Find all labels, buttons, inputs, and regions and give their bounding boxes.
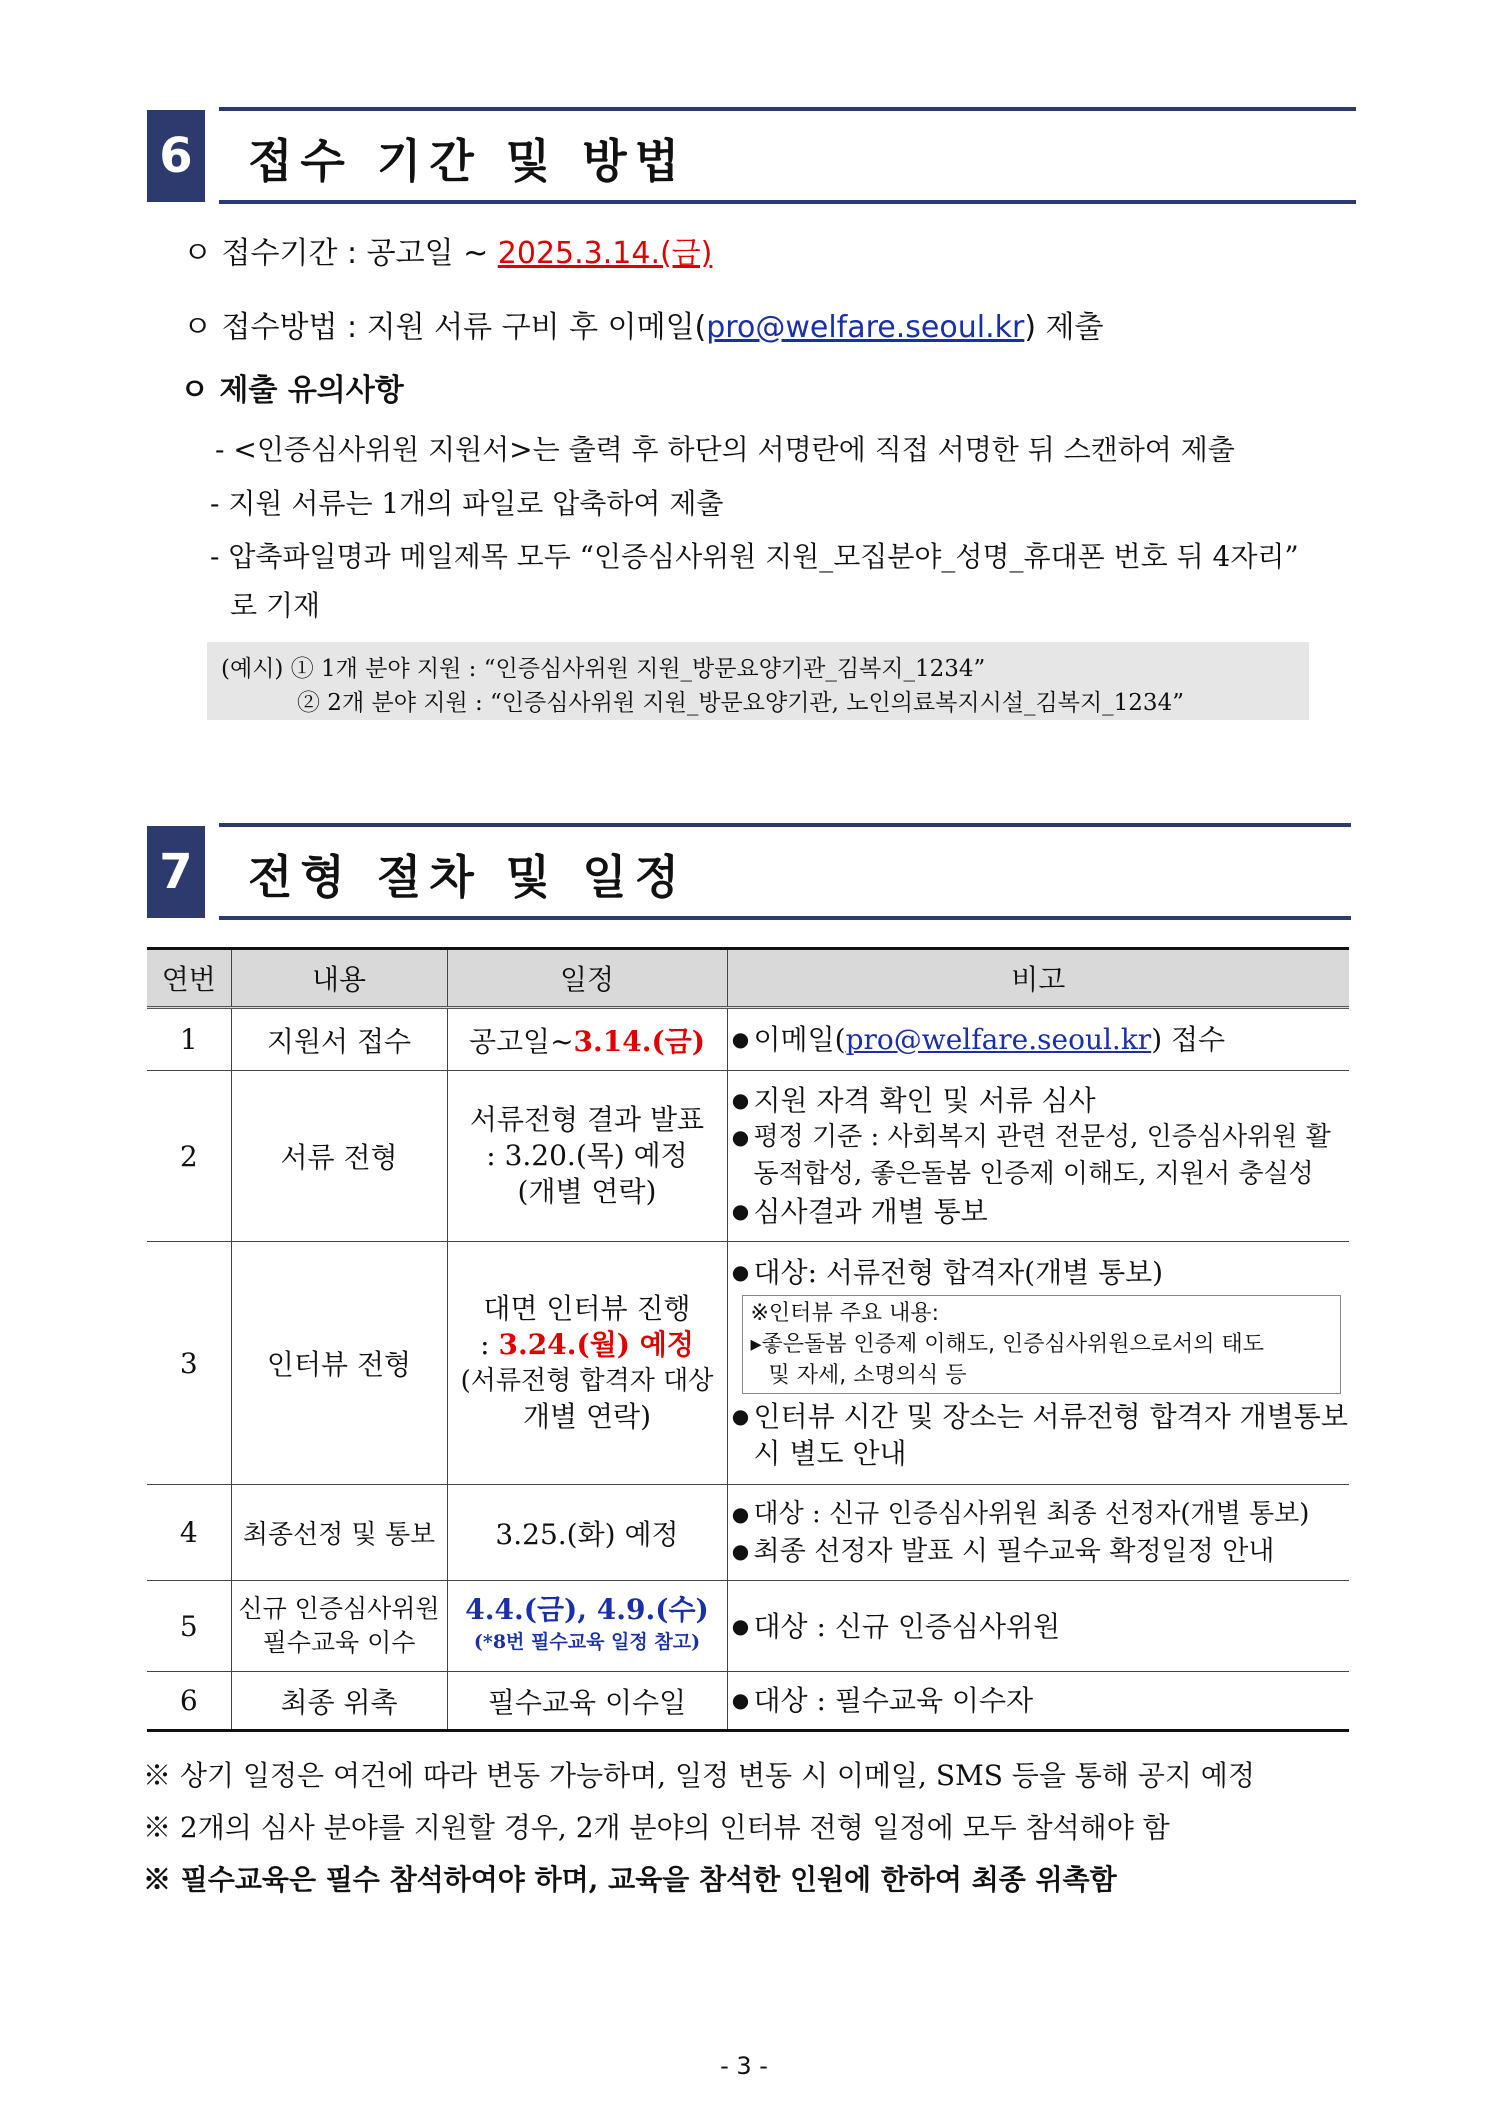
schedule-line: : 3.20.(목) 예정 [486,1139,688,1172]
note-item: 심사결과 개별 통보 [753,1195,988,1228]
table-header-row [147,949,1349,1008]
table-row [147,1672,1349,1731]
method-label: ㅇ 접수방법 : 지원 서류 구비 후 이메일( [183,310,707,345]
row-schedule [447,1242,727,1485]
box-line: 및 자세, 소명의식 등 [768,1363,967,1388]
row-note [727,1242,1349,1485]
footnote-1: ※ 상기 일정은 여건에 따라 변동 가능하며, 일정 변동 시 이메일, SMS 등을 통해 공지 예정 [143,1759,1255,1792]
notice-title: ㅇ 제출 유의사항 [180,373,404,408]
row-no: 6 [147,1672,231,1731]
row-content: 지원서 접수 [231,1008,447,1071]
notice-item-3-cont: 로 기재 [230,589,321,622]
row-schedule [447,1008,727,1071]
example-box [207,642,1309,720]
schedule-date: 4.4.(금), 4.9.(수) [465,1593,709,1626]
period-line [183,228,712,272]
row-no: 4 [147,1485,231,1581]
footnote-2: ※ 2개의 심사 분야를 지원할 경우, 2개 분야의 인터뷰 전형 일정에 모두 참석해야 함 [143,1811,1170,1844]
row-schedule [447,1071,727,1242]
schedule-line [448,1327,727,1363]
bullet-icon: ● [731,1538,750,1563]
row-no: 5 [147,1581,231,1672]
schedule-prefix: : [480,1328,499,1361]
table-row [147,1581,1349,1672]
bullet-icon: ● [731,1404,750,1428]
section-7-number: 7 [147,826,205,918]
table-row [147,1242,1349,1485]
notice-item-3: - 압축파일명과 메일제목 모두 “인증심사위원 지원_모집분야_성명_휴대폰 번호 뒤 4자리” [210,540,1299,573]
note-item: 인터뷰 시간 및 장소는 서류전형 합격자 개별통보 시 별도 안내 [753,1400,1348,1470]
content-line: 필수교육 이수 [262,1628,416,1657]
bullet-icon: ● [731,1125,750,1149]
example-line-2: ② 2개 분야 지원 : “인증심사위원 지원_방문요양기관, 노인의료복지시설_김복지_1234” [297,690,1184,716]
method-suffix: ) 제출 [1024,310,1104,345]
notice-item-1: - <인증심사위원 지원서>는 출력 후 하단의 서명란에 직접 서명한 뒤 스캔하여 제출 [215,433,1235,466]
bullet-icon: ● [731,1260,750,1284]
period-date: 2025.3.14.(금) [497,236,713,271]
section-7-top-rule [219,823,1351,827]
section-6-number: 6 [147,110,205,202]
row-content [231,1581,447,1672]
schedule-line: 개별 연락) [522,1400,652,1433]
schedule-line: (개별 연락) [517,1175,657,1208]
bullet-icon: ● [731,1199,750,1223]
schedule-line: (서류전형 합격자 대상 [460,1366,714,1396]
note-item: 대상: 서류전형 합격자(개별 통보) [753,1256,1164,1289]
table-row [147,1071,1349,1242]
note-item: 최종 선정자 발표 시 필수교육 확정일정 안내 [753,1535,1275,1567]
content-line: 신규 인증심사위원 [238,1594,440,1623]
row-schedule: 필수교육 이수일 [447,1672,727,1731]
page-number: - 3 - [720,2052,768,2080]
note-item: 지원 자격 확인 및 서류 심사 [753,1084,1096,1117]
method-email-link[interactable]: pro@welfare.seoul.kr [706,310,1025,345]
notice-item-2: - 지원 서류는 1개의 파일로 압축하여 제출 [210,487,724,520]
row-note [727,1071,1349,1242]
interview-info-box [742,1295,1342,1394]
header-no: 연번 [147,949,231,1008]
bullet-icon: ● [731,1613,750,1638]
row-content: 최종선정 및 통보 [231,1485,447,1581]
section-6-title: 접수 기간 및 방법 [248,134,688,188]
table-row [147,1485,1349,1581]
row-content: 최종 위촉 [231,1672,447,1731]
note-item: 대상 : 신규 인증심사위원 최종 선정자(개별 통보) [753,1498,1310,1529]
row-no: 1 [147,1008,231,1071]
bullet-icon: ● [731,1027,750,1051]
schedule-table [147,947,1349,1732]
note-prefix: 이메일( [753,1023,846,1056]
row-no: 2 [147,1071,231,1242]
footnote-3: ※ 필수교육은 필수 참석하여야 하며, 교육을 참석한 인원에 한하여 최종 위촉함 [143,1863,1117,1896]
schedule-prefix: 공고일~ [468,1024,574,1058]
row-content: 인터뷰 전형 [231,1242,447,1485]
section-6-top-rule [219,107,1356,111]
row-note [727,1008,1349,1071]
note-suffix: ) 접수 [1151,1023,1226,1056]
method-line [183,302,1104,346]
note-email-link[interactable]: pro@welfare.seoul.kr [845,1023,1152,1056]
period-label: ㅇ 접수기간 : 공고일 ~ [183,236,498,271]
row-note [727,1485,1349,1581]
note-item: 평정 기준 : 사회복지 관련 전문성, 인증심사위원 활동적합성, 좋은돌봄 인증제 이해도, 지원서 충실성 [753,1122,1331,1189]
schedule-line: 대면 인터뷰 진행 [483,1292,691,1325]
section-7-title: 전형 절차 및 일정 [248,850,688,904]
header-content: 내용 [231,949,447,1008]
section-6-bottom-rule [219,200,1356,204]
row-note [727,1672,1349,1731]
example-line-1: (예시) ① 1개 분야 지원 : “인증심사위원 지원_방문요양기관_김복지_1234” [221,656,986,682]
schedule-line: 서류전형 결과 발표 [469,1103,705,1136]
bullet-icon: ● [731,1088,750,1112]
table-row [147,1008,1349,1071]
row-content: 서류 전형 [231,1071,447,1242]
bullet-icon: ● [731,1688,750,1712]
row-note [727,1581,1349,1672]
section-7-bottom-rule [219,916,1351,920]
schedule-reference: (*8번 필수교육 일정 참고) [473,1631,701,1653]
bullet-icon: ● [731,1501,750,1526]
schedule-date: 3.14.(금) [573,1024,706,1058]
note-item: 대상 : 신규 인증심사위원 [753,1609,1061,1643]
box-title: ※인터뷰 주요 내용: [750,1301,940,1326]
box-line: ▸좋은돌봄 인증제 이해도, 인증심사위원으로서의 태도 [750,1332,1265,1357]
row-no: 3 [147,1242,231,1485]
row-schedule [447,1581,727,1672]
schedule-date: 3.24.(월) 예정 [498,1328,694,1361]
header-note: 비고 [727,949,1349,1008]
note-item: 대상 : 필수교육 이수자 [753,1684,1034,1717]
header-schedule: 일정 [447,949,727,1008]
row-schedule: 3.25.(화) 예정 [447,1485,727,1581]
